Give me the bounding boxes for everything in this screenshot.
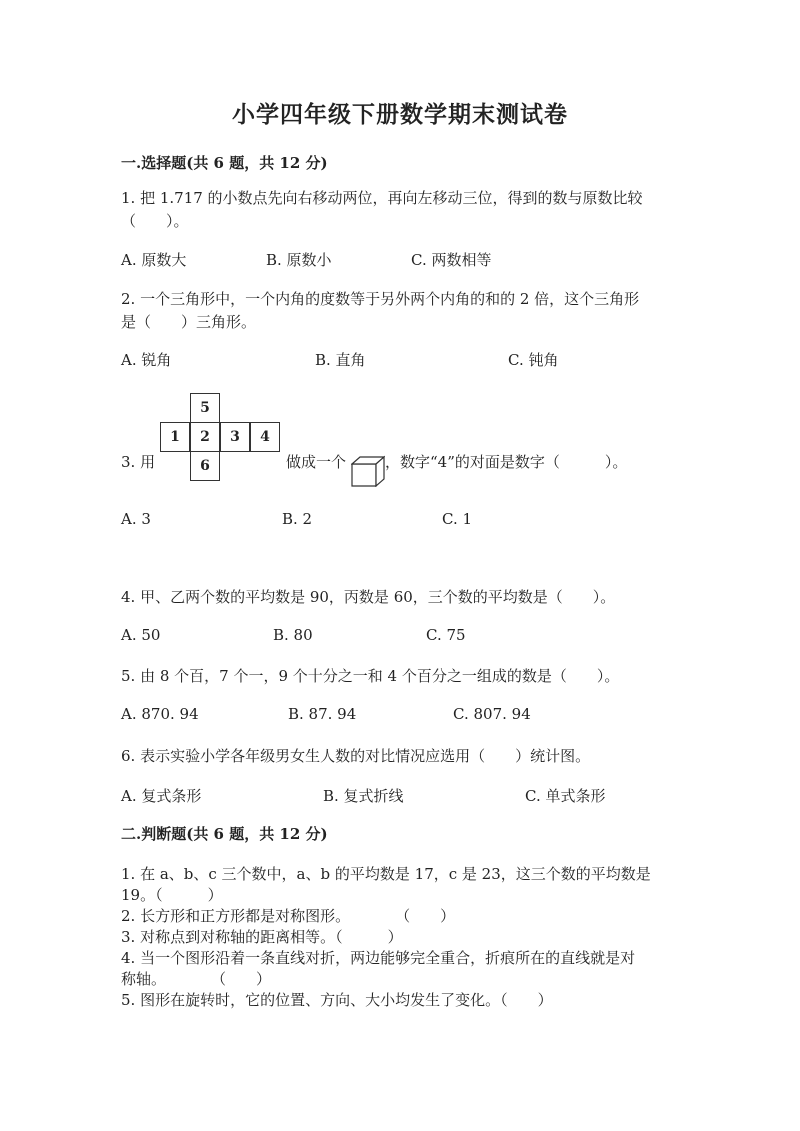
question-4-line-1: 4. 甲、乙两个数的平均数是 90，丙数是 60，三个数的平均数是（ ）。 [121, 588, 616, 606]
question-4-option-a: A. 50 [121, 626, 161, 644]
question-5-option-a: A. 870. 94 [121, 705, 199, 723]
section-heading-choice: 一.选择题(共 6 题，共 12 分) [121, 154, 328, 172]
judgment-line: 1. 在 a、b、c 三个数中，a、b 的平均数是 17，c 是 23，这三个数的平均数是 [121, 865, 651, 883]
question-2-line-2: 是（ ）三角形。 [121, 313, 257, 331]
net-cell-1: 1 [160, 422, 190, 452]
question-6-option-c: C. 单式条形 [525, 787, 606, 805]
question-4-option-b: B. 80 [273, 626, 313, 644]
question-2-option-b: B. 直角 [315, 351, 366, 369]
question-2-option-a: A. 锐角 [121, 351, 172, 369]
question-3-option-a: A. 3 [121, 510, 151, 528]
net-cell-5: 5 [190, 393, 220, 423]
question-1-option-a: A. 原数大 [121, 251, 187, 269]
question-1-line-2: （ ）。 [121, 212, 189, 230]
question-6-line-1: 6. 表示实验小学各年级男女生人数的对比情况应选用（ ）统计图。 [121, 747, 591, 765]
judgment-line: 2. 长方形和正方形都是对称图形。 （ ） [121, 907, 456, 925]
net-cell-3: 3 [220, 422, 250, 452]
question-3-prefix: 3. 用 [121, 453, 156, 471]
judgment-line: 4. 当一个图形沿着一条直线对折，两边能够完全重合，折痕所在的直线就是对 [121, 949, 636, 967]
question-3-middle: 做成一个 [286, 453, 347, 471]
judgment-line: 19。（ ） [121, 886, 223, 904]
judgment-line: 称轴。 （ ） [121, 970, 272, 988]
section-heading-judgment: 二.判断题(共 6 题，共 12 分) [121, 825, 328, 843]
question-5-option-b: B. 87. 94 [288, 705, 357, 723]
net-cell-4: 4 [250, 422, 280, 452]
page-title: 小学四年级下册数学期末测试卷 [232, 101, 568, 128]
net-cell-6: 6 [190, 451, 220, 481]
judgment-line: 5. 图形在旋转时，它的位置、方向、大小均发生了变化。（ ） [121, 991, 553, 1009]
question-3-option-b: B. 2 [282, 510, 313, 528]
question-2-option-c: C. 钝角 [508, 351, 559, 369]
question-2-line-1: 2. 一个三角形中，一个内角的度数等于另外两个内角的和的 2 倍，这个三角形 [121, 290, 640, 308]
question-5-line-1: 5. 由 8 个百，7 个一，9 个十分之一和 4 个百分之一组成的数是（ ）。 [121, 667, 620, 685]
question-5-option-c: C. 807. 94 [453, 705, 531, 723]
net-cell-2: 2 [190, 422, 220, 452]
cube-net-diagram [160, 393, 285, 483]
cube-icon [351, 455, 385, 487]
question-3-suffix: ，数字“4”的对面是数字（ ）。 [385, 453, 628, 471]
question-1-line-1: 1. 把 1.717 的小数点先向右移动两位，再向左移动三位，得到的数与原数比较 [121, 189, 643, 207]
question-3-option-c: C. 1 [442, 510, 473, 528]
question-4-option-c: C. 75 [426, 626, 466, 644]
question-1-option-b: B. 原数小 [266, 251, 332, 269]
question-1-option-c: C. 两数相等 [411, 251, 492, 269]
question-6-option-b: B. 复式折线 [323, 787, 404, 805]
question-6-option-a: A. 复式条形 [121, 787, 202, 805]
judgment-line: 3. 对称点到对称轴的距离相等。（ ） [121, 928, 403, 946]
